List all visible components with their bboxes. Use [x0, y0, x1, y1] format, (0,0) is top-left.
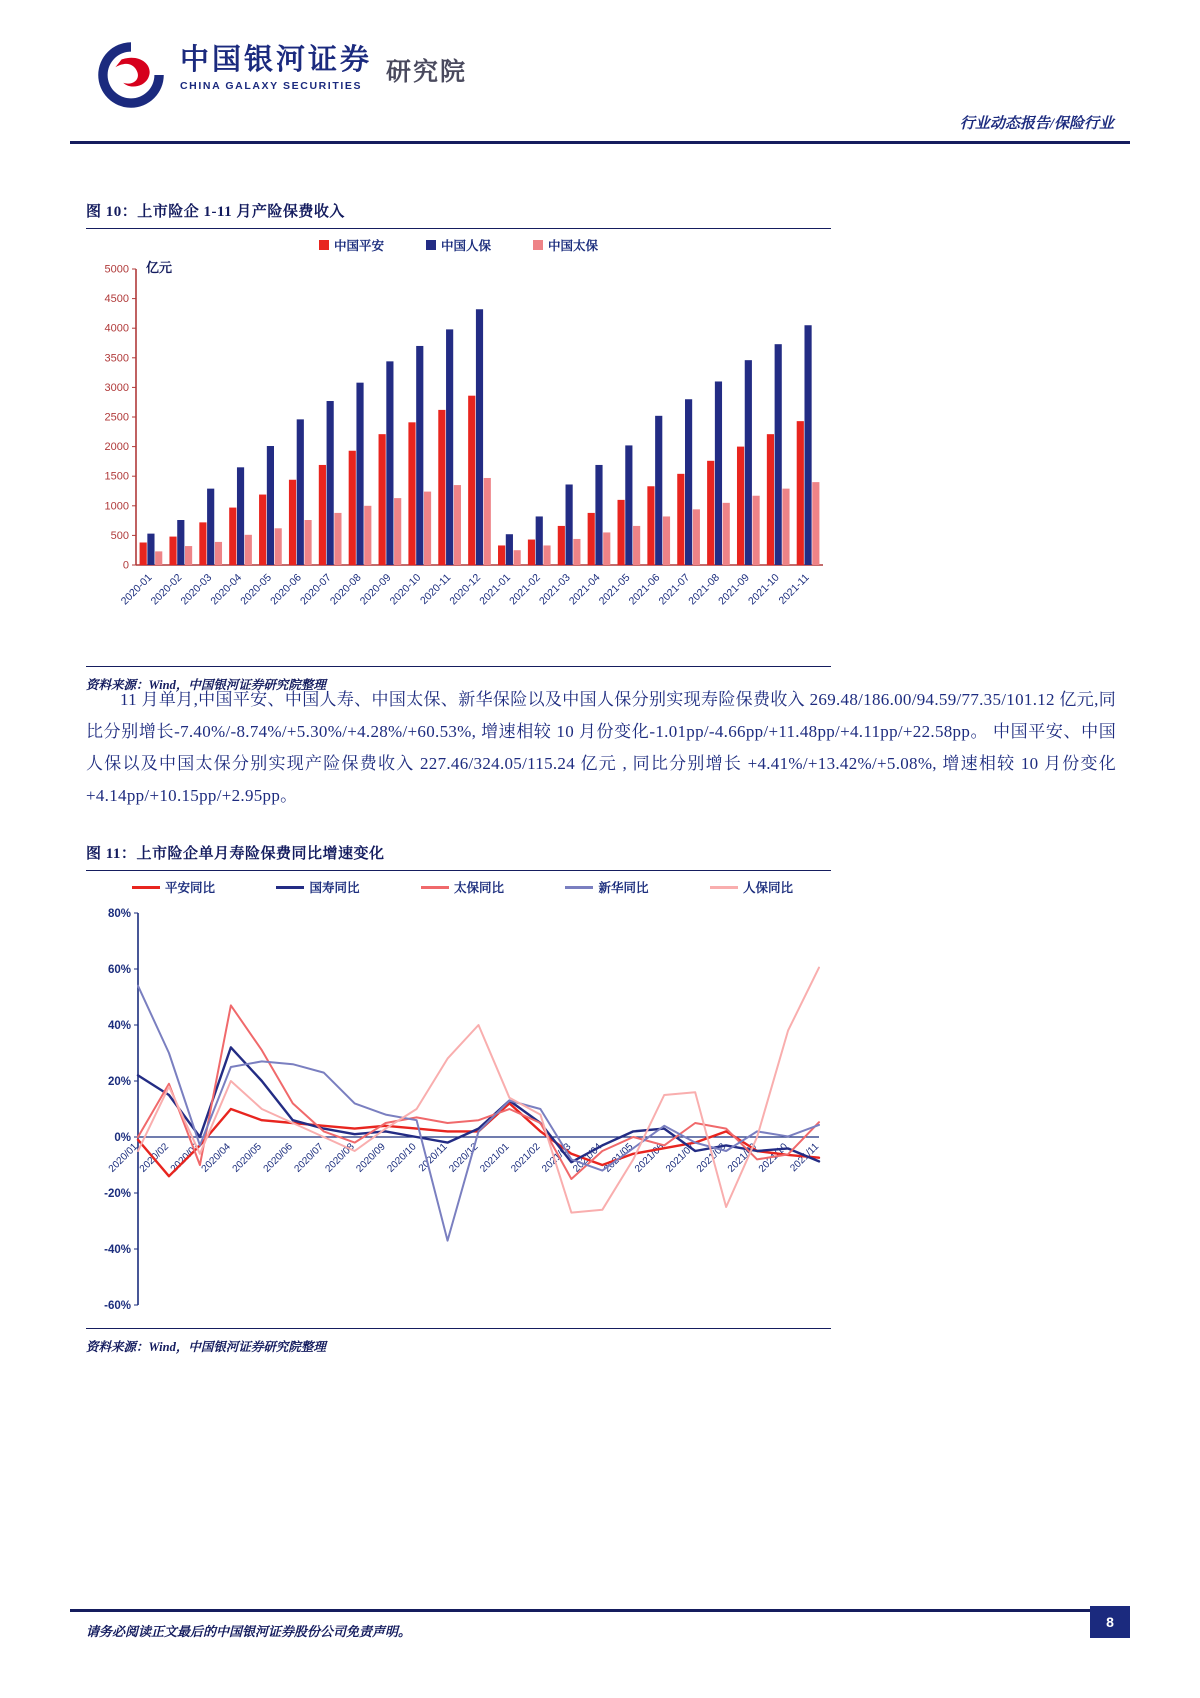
- svg-text:2021/01: 2021/01: [478, 1141, 512, 1175]
- svg-text:2021/10: 2021/10: [756, 1141, 791, 1175]
- company-logo-block: [92, 36, 467, 114]
- svg-text:4500: 4500: [104, 293, 129, 306]
- svg-text:2021/03: 2021/03: [540, 1141, 574, 1175]
- figure-10-caption: [86, 200, 831, 229]
- legend-line-swatch-icon: [710, 886, 738, 889]
- svg-text:2020/01: 2020/01: [106, 1141, 141, 1175]
- figure-11-caption: [86, 842, 831, 871]
- svg-text:2000: 2000: [104, 441, 129, 454]
- svg-text:2020-02: 2020-02: [148, 571, 185, 608]
- svg-text:3500: 3500: [104, 352, 129, 365]
- legend-item: [565, 878, 648, 896]
- svg-text:2020/08: 2020/08: [323, 1141, 357, 1175]
- svg-text:2020/10: 2020/10: [385, 1141, 419, 1175]
- svg-text:20%: 20%: [107, 1076, 131, 1088]
- legend-label: 中国太保: [548, 239, 599, 253]
- legend-label: 太保同比: [453, 881, 504, 895]
- figure-11-block: [86, 842, 831, 1355]
- svg-text:2020/03: 2020/03: [168, 1141, 203, 1175]
- legend-item: [426, 236, 491, 254]
- svg-text:0: 0: [122, 559, 129, 572]
- figure-10-block: [86, 200, 831, 693]
- svg-text:2020-01: 2020-01: [118, 571, 155, 608]
- svg-text:60%: 60%: [107, 964, 131, 976]
- svg-text:2020-09: 2020-09: [357, 571, 394, 608]
- svg-text:2021/11: 2021/11: [788, 1141, 822, 1175]
- svg-text:2020-03: 2020-03: [178, 571, 215, 608]
- legend-label: 平安同比: [165, 881, 216, 895]
- svg-text:2020-08: 2020-08: [327, 571, 364, 608]
- figure-10-label: 图 10：: [86, 204, 138, 220]
- yoy-growth-line-chart: [86, 871, 831, 1324]
- bar-chart-legend: [86, 233, 831, 257]
- legend-label: 中国平安: [333, 239, 384, 253]
- legend-item: [421, 878, 504, 896]
- institute-label: 研究院: [386, 58, 468, 86]
- svg-text:2021-05: 2021-05: [596, 571, 633, 608]
- legend-color-swatch-icon: [426, 240, 436, 250]
- brand-name-cn: 中国银河证券: [180, 44, 373, 76]
- svg-text:2021-08: 2021-08: [686, 571, 723, 608]
- legend-color-swatch-icon: [319, 240, 329, 250]
- legend-label: 人保同比: [742, 881, 793, 895]
- svg-text:2021/05: 2021/05: [602, 1141, 636, 1175]
- svg-text:2021/08: 2021/08: [694, 1141, 729, 1175]
- svg-text:2021-11: 2021-11: [776, 571, 812, 607]
- svg-text:2020-07: 2020-07: [298, 571, 334, 608]
- bar-chart-svg: [86, 257, 831, 657]
- footer-disclaimer: 请务必阅读正文最后的中国银河证券股份公司免责声明。: [86, 1624, 412, 1639]
- svg-text:40%: 40%: [107, 1020, 131, 1032]
- svg-text:2020/06: 2020/06: [261, 1141, 295, 1175]
- legend-line-swatch-icon: [132, 886, 160, 889]
- legend-line-swatch-icon: [421, 886, 449, 889]
- report-category-label: 行业动态报告/保险行业: [959, 116, 1114, 132]
- svg-text:2021/04: 2021/04: [571, 1141, 605, 1175]
- svg-text:3000: 3000: [104, 381, 129, 394]
- svg-text:2020/11: 2020/11: [416, 1141, 450, 1175]
- galaxy-swirl-logo-icon: [92, 36, 170, 114]
- svg-text:-40%: -40%: [104, 1244, 131, 1256]
- svg-text:-60%: -60%: [104, 1300, 131, 1312]
- legend-item: [319, 236, 384, 254]
- line-chart-legend: [86, 875, 831, 899]
- legend-line-swatch-icon: [276, 886, 304, 889]
- legend-label: 新华同比: [598, 881, 649, 895]
- footer-divider: [70, 1609, 1130, 1612]
- svg-text:2021-10: 2021-10: [746, 571, 782, 608]
- svg-text:2020-12: 2020-12: [447, 571, 484, 608]
- legend-label: 中国人保: [440, 239, 491, 253]
- figure-10-source: 资料来源：Wind，中国银河证券研究院整理: [86, 666, 831, 693]
- svg-text:2021-01: 2021-01: [477, 571, 513, 608]
- svg-text:-20%: -20%: [104, 1188, 131, 1200]
- svg-text:2021-03: 2021-03: [536, 571, 573, 608]
- legend-item: [276, 878, 359, 896]
- legend-item: [710, 878, 793, 896]
- svg-text:2021/06: 2021/06: [633, 1141, 667, 1175]
- legend-item: [132, 878, 215, 896]
- header-divider: [70, 141, 1130, 144]
- svg-text:1000: 1000: [104, 500, 129, 513]
- svg-text:80%: 80%: [107, 908, 131, 920]
- svg-text:2020/02: 2020/02: [137, 1141, 172, 1175]
- legend-label: 国寿同比: [309, 881, 360, 895]
- svg-text:4000: 4000: [104, 322, 129, 335]
- svg-text:2020/04: 2020/04: [199, 1141, 233, 1175]
- svg-text:2020-05: 2020-05: [238, 571, 275, 608]
- svg-text:2020-06: 2020-06: [268, 571, 304, 608]
- svg-text:2020/05: 2020/05: [230, 1141, 264, 1175]
- svg-text:2021/09: 2021/09: [725, 1141, 760, 1175]
- svg-text:2020-11: 2020-11: [418, 571, 454, 607]
- svg-text:2021-02: 2021-02: [507, 571, 543, 608]
- brand-name-en: CHINA GALAXY SECURITIES: [180, 80, 363, 93]
- svg-text:2020/12: 2020/12: [447, 1141, 481, 1175]
- svg-text:2020-10: 2020-10: [387, 571, 424, 608]
- svg-text:2021/02: 2021/02: [509, 1141, 543, 1175]
- svg-text:5000: 5000: [104, 263, 129, 276]
- figure-11-source: 资料来源：Wind，中国银河证券研究院整理: [86, 1328, 831, 1355]
- svg-text:500: 500: [110, 529, 129, 542]
- svg-text:2020-04: 2020-04: [208, 571, 245, 608]
- y-axis-unit-label: 亿元: [146, 260, 173, 275]
- svg-text:0%: 0%: [114, 1132, 131, 1144]
- svg-text:2021-06: 2021-06: [626, 571, 663, 608]
- svg-text:1500: 1500: [104, 470, 129, 483]
- page-number-badge: 8: [1090, 1606, 1130, 1638]
- svg-text:2021-07: 2021-07: [656, 571, 693, 608]
- legend-line-swatch-icon: [565, 886, 593, 889]
- svg-text:2020/07: 2020/07: [292, 1141, 326, 1175]
- figure-10-title: 上市险企 1-11 月产险保费收入: [137, 204, 345, 220]
- premium-income-bar-chart: [86, 229, 831, 662]
- svg-text:2021-09: 2021-09: [716, 571, 752, 608]
- figure-11-title: 上市险企单月寿险保费同比增速变化: [136, 846, 385, 862]
- line-chart-svg: [86, 899, 831, 1319]
- legend-item: [533, 236, 598, 254]
- svg-text:2021-04: 2021-04: [566, 571, 603, 608]
- svg-text:2500: 2500: [104, 411, 129, 424]
- svg-text:2020/09: 2020/09: [354, 1141, 388, 1175]
- legend-color-swatch-icon: [533, 240, 543, 250]
- figure-11-label: 图 11：: [86, 846, 137, 862]
- analysis-paragraph: 11 月单月,中国平安、中国人寿、中国太保、新华保险以及中国人保分别实现寿险保费收入 269.48/186.00/94.59/77.35/101.12 亿元,同比分别增长-7.40%/-8.74%/+5.30%/+4.28%/+60.53%, 增速相较 10 月份变化-1.01pp/-4.66pp/+11.48pp/+4.11pp/+22.58pp。 中国平安、中国人保以及中国太保分别实现产险保费收入 227.46/324.05/115.24 亿元 , 同比分别增长 +4.41%/+13.42%/+5.08%, 增速相较 10 月份变化+4.14pp/+10.15pp/+2.95pp。: [86, 690, 1116, 805]
- svg-text:2021/07: 2021/07: [663, 1141, 698, 1175]
